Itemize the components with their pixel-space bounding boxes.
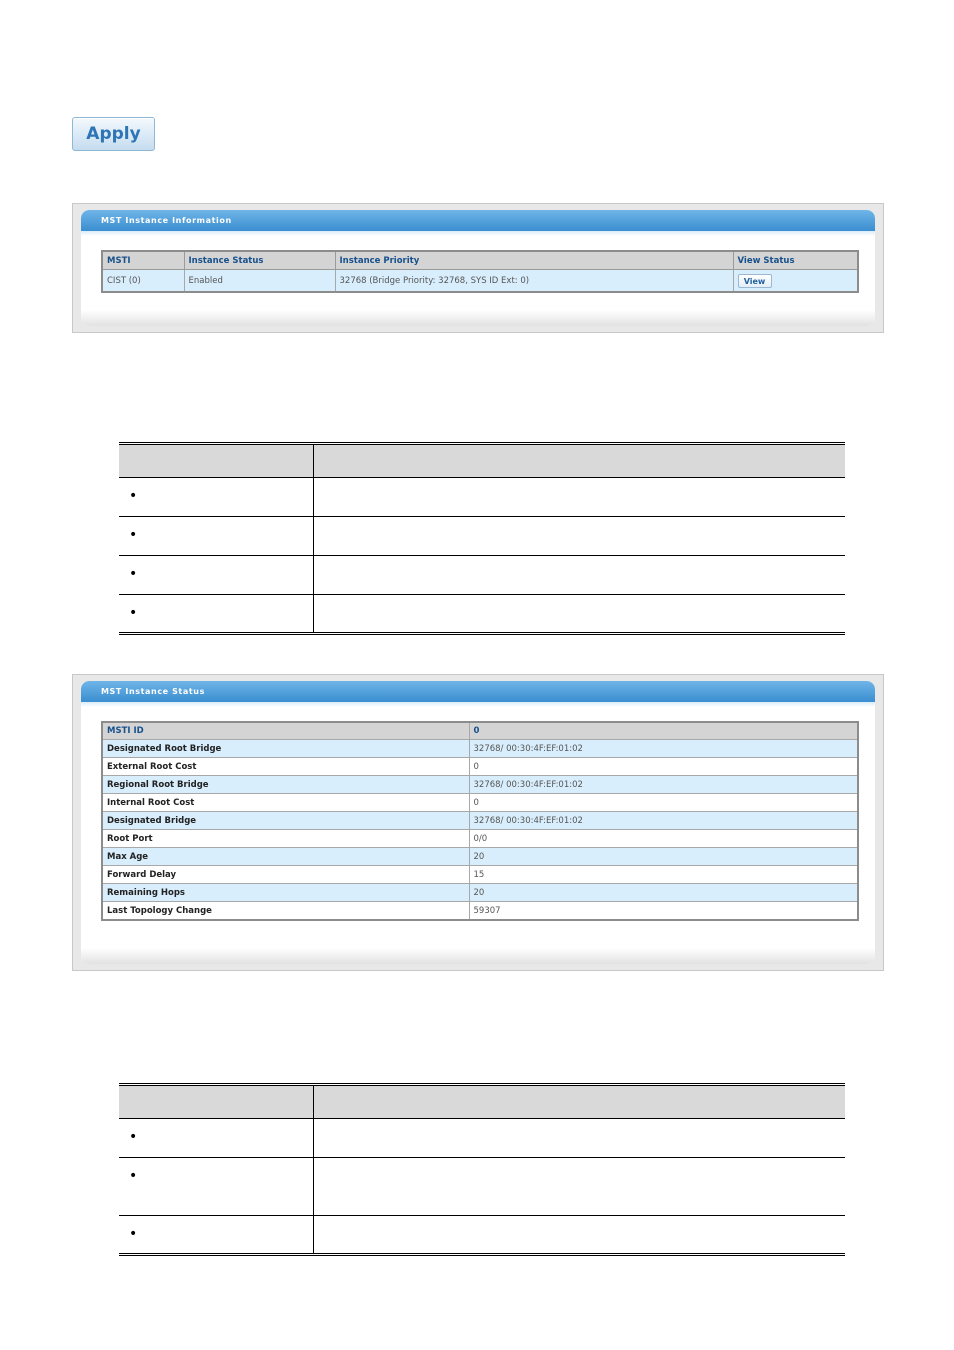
description-header-row bbox=[119, 444, 845, 478]
table-header-row bbox=[102, 722, 858, 740]
table-row bbox=[102, 776, 858, 794]
mst-instance-table bbox=[101, 250, 859, 293]
panel-footer bbox=[81, 948, 875, 964]
column-header-instance-status: Instance Status bbox=[184, 251, 335, 270]
msti-id-value: 0 bbox=[469, 722, 858, 740]
column-header-view-status: View Status bbox=[733, 251, 858, 270]
msti-id-label: MSTI ID bbox=[102, 722, 469, 740]
view-button[interactable]: View bbox=[738, 274, 772, 288]
row-value: 20 bbox=[469, 884, 858, 902]
table-row bbox=[102, 830, 858, 848]
description-header-description bbox=[313, 444, 845, 478]
row-label: Remaining Hops bbox=[102, 884, 469, 902]
apply-button[interactable]: Apply bbox=[72, 117, 155, 151]
list-item bbox=[119, 1216, 845, 1255]
row-value: 0 bbox=[469, 794, 858, 812]
row-value: 15 bbox=[469, 866, 858, 884]
instance-status-cell: Enabled bbox=[184, 270, 335, 293]
bullet: • bbox=[129, 527, 138, 543]
table-row bbox=[102, 740, 858, 758]
list-item bbox=[119, 1158, 845, 1216]
panel-title: MST Instance Information bbox=[81, 210, 875, 231]
row-label: Designated Root Bridge bbox=[102, 740, 469, 758]
bullet: • bbox=[129, 1168, 138, 1184]
description-header-object bbox=[119, 1085, 313, 1119]
mst-instance-status-table bbox=[101, 721, 859, 921]
list-item bbox=[119, 595, 845, 634]
msti-cell: CIST (0) bbox=[102, 270, 184, 293]
mst-instance-information-panel bbox=[72, 203, 884, 333]
list-item bbox=[119, 1119, 845, 1158]
row-label: Max Age bbox=[102, 848, 469, 866]
table-row bbox=[102, 794, 858, 812]
row-value: 32768/ 00:30:4F:EF:01:02 bbox=[469, 740, 858, 758]
description-header-row bbox=[119, 1085, 845, 1119]
column-header-msti: MSTI bbox=[102, 251, 184, 270]
row-label: External Root Cost bbox=[102, 758, 469, 776]
table-row bbox=[102, 812, 858, 830]
row-value: 32768/ 00:30:4F:EF:01:02 bbox=[469, 812, 858, 830]
row-label: Regional Root Bridge bbox=[102, 776, 469, 794]
table-header-row bbox=[102, 251, 858, 270]
column-header-instance-priority: Instance Priority bbox=[335, 251, 733, 270]
table-row bbox=[102, 902, 858, 921]
row-value: 59307 bbox=[469, 902, 858, 921]
row-label: Internal Root Cost bbox=[102, 794, 469, 812]
bullet: • bbox=[129, 566, 138, 582]
table-row bbox=[102, 866, 858, 884]
bullet: • bbox=[129, 488, 138, 504]
table-row bbox=[102, 758, 858, 776]
panel-title: MST Instance Status bbox=[81, 681, 875, 702]
bullet: • bbox=[129, 1226, 138, 1242]
description-table-1 bbox=[119, 442, 845, 635]
description-header-description bbox=[313, 1085, 845, 1119]
row-label: Forward Delay bbox=[102, 866, 469, 884]
panel-footer bbox=[81, 310, 875, 326]
table-row bbox=[102, 270, 858, 293]
table-row bbox=[102, 848, 858, 866]
list-item bbox=[119, 478, 845, 517]
list-item bbox=[119, 556, 845, 595]
description-header-object bbox=[119, 444, 313, 478]
row-label: Root Port bbox=[102, 830, 469, 848]
row-value: 20 bbox=[469, 848, 858, 866]
row-label: Designated Bridge bbox=[102, 812, 469, 830]
row-value: 0 bbox=[469, 758, 858, 776]
row-label: Last Topology Change bbox=[102, 902, 469, 921]
description-table-2 bbox=[119, 1083, 845, 1256]
row-value: 0/0 bbox=[469, 830, 858, 848]
mst-instance-status-panel bbox=[72, 674, 884, 971]
bullet: • bbox=[129, 1129, 138, 1145]
list-item bbox=[119, 517, 845, 556]
instance-priority-cell: 32768 (Bridge Priority: 32768, SYS ID Ext: 0) bbox=[335, 270, 733, 293]
bullet: • bbox=[129, 605, 138, 621]
view-status-cell bbox=[733, 270, 858, 293]
row-value: 32768/ 00:30:4F:EF:01:02 bbox=[469, 776, 858, 794]
table-row bbox=[102, 884, 858, 902]
